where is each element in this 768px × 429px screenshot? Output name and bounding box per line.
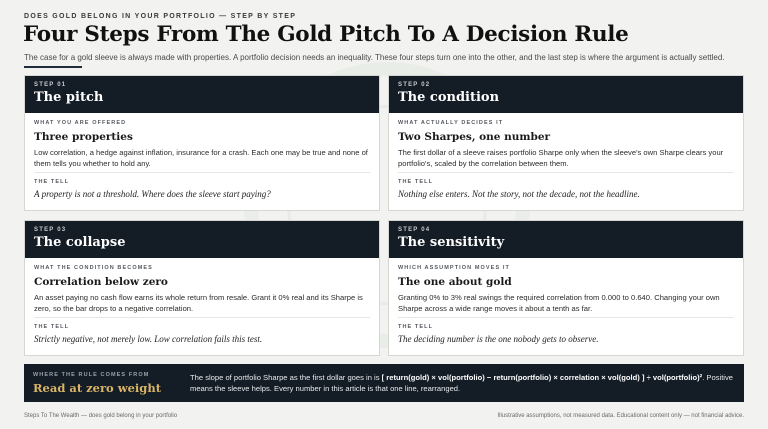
card-subtitle: Two Sharpes, one number bbox=[398, 131, 551, 143]
step-card-4 bbox=[388, 220, 744, 356]
rule-heading bbox=[24, 372, 190, 395]
card-body bbox=[25, 258, 379, 344]
card-title: The condition bbox=[398, 90, 500, 105]
title-accent-rule bbox=[24, 66, 82, 68]
card-subtitle: The one about gold bbox=[398, 276, 512, 288]
card-divider bbox=[34, 317, 370, 318]
card-tell: Nothing else enters. Not the story, not the decade, not the headline. bbox=[398, 189, 640, 199]
card-tell: The deciding number is the one nobody gets to observe. bbox=[398, 334, 599, 344]
card-text: Granting 0% to 3% real swings the required correlation from 0.000 to 0.640. Changing your own Sharpe across a wide range moves it about a tenth as far. bbox=[398, 293, 720, 313]
card-text: An asset paying no cash flow earns its whole return from resale. Grant it 0% real and its Sharpe is zero, so the bar drops to a negative correlation. bbox=[34, 293, 363, 313]
card-tell: A property is not a threshold. Where does the sleeve start paying? bbox=[34, 189, 271, 199]
card-step-number: STEP 03 bbox=[34, 227, 67, 233]
decision-rule-bar bbox=[24, 364, 744, 402]
card-title: The pitch bbox=[34, 90, 104, 105]
card-tell: Strictly negative, not merely low. Low correlation fails this test. bbox=[34, 334, 263, 344]
card-header bbox=[389, 221, 743, 258]
card-divider bbox=[34, 172, 370, 173]
card-divider bbox=[398, 317, 734, 318]
card-title: The collapse bbox=[34, 235, 126, 250]
card-text: The first dollar of a sleeve raises portfolio Sharpe only when the sleeve's own Sharpe clears your portfolio's, scaled by the correlation between them. bbox=[398, 148, 724, 168]
card-step-number: STEP 04 bbox=[398, 227, 431, 233]
card-body bbox=[389, 113, 743, 199]
card-label: WHAT THE CONDITION BECOMES bbox=[34, 265, 153, 271]
footer-source: Steps To The Wealth — does gold belong in your portfolio bbox=[24, 413, 178, 419]
rule-kicker: WHERE THE RULE COMES FROM bbox=[33, 371, 150, 378]
card-body bbox=[25, 113, 379, 199]
card-step-number: STEP 01 bbox=[34, 82, 67, 88]
card-label: WHAT YOU ARE OFFERED bbox=[34, 120, 127, 126]
step-card-2 bbox=[388, 75, 744, 211]
step-card-3 bbox=[24, 220, 380, 356]
tell-label: THE TELL bbox=[34, 324, 70, 330]
tell-label: THE TELL bbox=[398, 179, 434, 185]
card-divider bbox=[398, 172, 734, 173]
page-title: Four Steps From The Gold Pitch To A Decision Rule bbox=[23, 22, 629, 47]
card-header bbox=[389, 76, 743, 113]
tell-label: THE TELL bbox=[34, 179, 70, 185]
card-header bbox=[25, 221, 379, 258]
rule-title: Read at zero weight bbox=[33, 380, 162, 395]
tell-label: THE TELL bbox=[398, 324, 434, 330]
card-subtitle: Three properties bbox=[34, 131, 133, 143]
card-step-number: STEP 02 bbox=[398, 82, 431, 88]
footer-disclaimer: Illustrative assumptions, not measured data. Educational content only — not financial advice. bbox=[497, 413, 744, 419]
card-header bbox=[25, 76, 379, 113]
card-body bbox=[389, 258, 743, 344]
rule-text bbox=[190, 372, 744, 394]
card-subtitle: Correlation below zero bbox=[34, 276, 168, 288]
step-card-1 bbox=[24, 75, 380, 211]
rule-text-outro: . Positive means the sleeve helps. Every number in this article is that one line, rearranged. bbox=[190, 373, 734, 393]
card-title: The sensitivity bbox=[398, 235, 505, 250]
rule-text-intro: The slope of portfolio Sharpe as the first dollar goes in is bbox=[190, 373, 380, 382]
card-text: Low correlation, a hedge against inflation, insurance for a crash. Each one may be true and none of them tells you whether to hold any. bbox=[34, 148, 368, 168]
page-lede: The case for a gold sleeve is always made with properties. A portfolio decision needs an inequality. These four steps turn one into the other, and the last step is where the argument is actually settled. bbox=[24, 53, 725, 62]
page-kicker: DOES GOLD BELONG IN YOUR PORTFOLIO — STEP BY STEP bbox=[24, 13, 297, 20]
rule-formula: [ return(gold) × vol(portfolio) − return(portfolio) × correlation × vol(gold) ] ÷ vol(portfolio)² bbox=[381, 373, 703, 382]
card-label: WHICH ASSUMPTION MOVES IT bbox=[398, 265, 510, 271]
card-label: WHAT ACTUALLY DECIDES IT bbox=[398, 120, 504, 126]
